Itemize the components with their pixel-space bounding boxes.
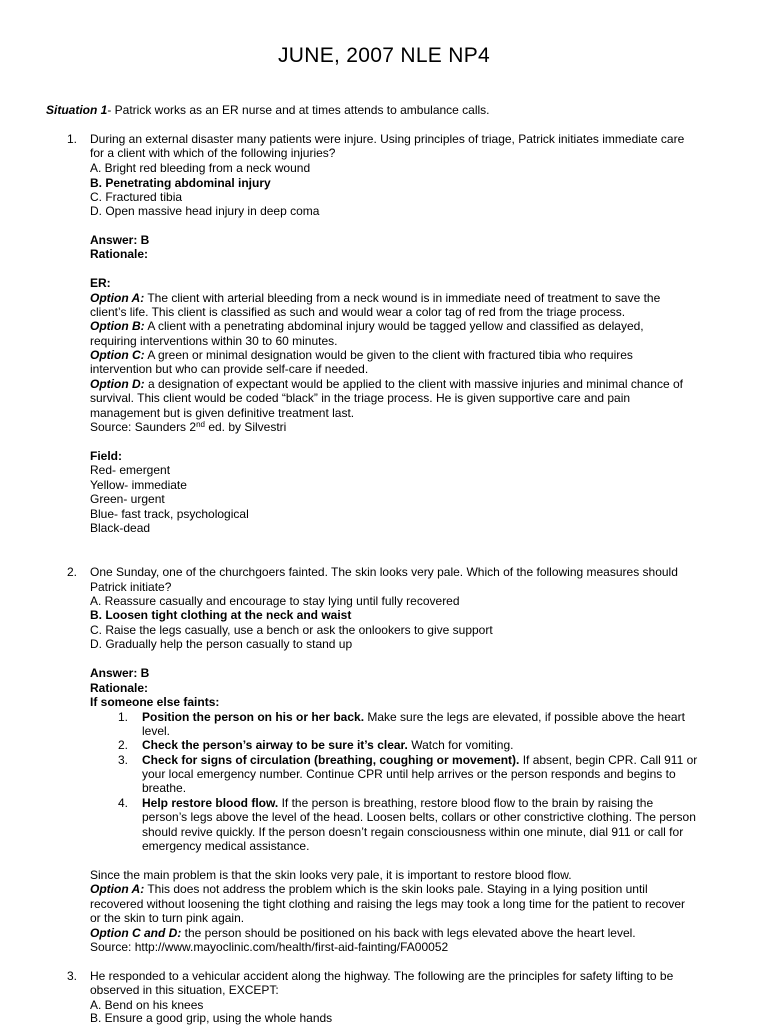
q2-option-a-label: Option A: xyxy=(90,882,145,896)
q2-summary: Since the main problem is that the skin looks very pale, it is important to restore blood flow. xyxy=(90,868,572,882)
q2-step-3-line-3: breathe. xyxy=(142,781,187,795)
q1-option-d: D. Open massive head injury in deep coma xyxy=(90,204,320,218)
q2-option-a-rationale-line-3: or the skin to turn pink again. xyxy=(90,911,245,925)
q2-step-1-line-2: level. xyxy=(142,724,171,738)
q2-step-1-line-1 xyxy=(142,710,685,724)
q2-option-a-rationale-line-2: recovered without loosening the tight clothing and raising the legs may took a long time for the patient to recover xyxy=(90,897,686,911)
q2-option-cd-rationale xyxy=(90,926,636,940)
q1-option-c-label: Option C: xyxy=(90,348,145,362)
q1-field-blue: Blue- fast track, psychological xyxy=(90,507,249,521)
q1-option-a-label: Option A: xyxy=(90,291,145,305)
situation-label: Situation 1 xyxy=(46,103,108,117)
q1-option-b-rationale-line-2: requiring interventions within 30 to 60 minutes. xyxy=(90,334,338,348)
q1-field-red: Red- emergent xyxy=(90,463,171,477)
q1-field-black: Black-dead xyxy=(90,521,151,535)
q2-option-c: C. Raise the legs casually, use a bench or ask the onlookers to give support xyxy=(90,623,493,637)
q2-number: 2. xyxy=(67,565,78,579)
q1-er-heading: ER: xyxy=(90,276,111,290)
q2-step-1-number: 1. xyxy=(118,710,129,724)
q1-option-b: B. Penetrating abdominal injury xyxy=(90,176,271,190)
q1-option-a: A. Bright red bleeding from a neck wound xyxy=(90,161,311,175)
q1-option-b-rationale-line-1 xyxy=(90,319,644,333)
q1-option-a-text: The client with arterial bleeding from a neck wound is in immediate need of treatment to save the xyxy=(144,291,661,305)
document-title: JUNE, 2007 NLE NP4 xyxy=(278,44,490,67)
q2-step-4-number: 4. xyxy=(118,796,129,810)
q1-option-d-text: a designation of expectant would be applied to the client with massive injuries and minimal chance of xyxy=(144,377,683,391)
q2-step-3-line-1 xyxy=(142,753,697,767)
q2-option-cd-text: the person should be positioned on his back with legs elevated above the heart level. xyxy=(181,926,636,940)
q2-step-3-line-2: your local emergency number. Continue CPR until help arrives or the person responds and begins to xyxy=(142,767,676,781)
q1-option-b-label: Option B: xyxy=(90,319,145,333)
q1-option-d-label: Option D: xyxy=(90,377,145,391)
q2-stem-line-2: Patrick initiate? xyxy=(90,580,172,594)
q1-source-edition: ed. by Silvestri xyxy=(204,420,287,434)
q1-option-a-rationale-line-1 xyxy=(90,291,660,305)
q1-option-d-rationale-line-2: survival. This client would be coded “black” in the triage process. He is given supportive care and pain xyxy=(90,391,631,405)
q2-step-4-line-2: person’s legs above the level of the head. Loosen belts, collars or other constrictive clothing. The person xyxy=(142,810,696,824)
q2-step-1-text: Make sure the legs are elevated, if possible above the heart xyxy=(364,710,685,724)
q1-option-c-text: A green or minimal designation would be given to the client with fractured tibia who requires xyxy=(144,348,633,362)
q1-source-superscript: nd xyxy=(196,420,205,429)
q2-step-3-number: 3. xyxy=(118,753,129,767)
q2-step-2-text: Watch for vomiting. xyxy=(407,738,514,752)
q2-step-3-bold: Check for signs of circulation (breathing, coughing or movement). xyxy=(142,753,520,767)
q2-step-4-text: If the person is breathing, restore blood flow to the brain by raising the xyxy=(278,796,654,810)
q2-option-a: A. Reassure casually and encourage to stay lying until fully recovered xyxy=(90,594,460,608)
q1-option-c: C. Fractured tibia xyxy=(90,190,183,204)
q1-rationale-heading: Rationale: xyxy=(90,247,149,261)
q3-option-b: B. Ensure a good grip, using the whole hands xyxy=(90,1011,333,1025)
q2-step-2-bold: Check the person’s airway to be sure it’s clear. xyxy=(142,738,408,752)
q2-option-a-rationale-line-1 xyxy=(90,882,648,896)
q1-option-d-rationale-line-1 xyxy=(90,377,683,391)
q1-answer: Answer: B xyxy=(90,233,150,247)
q2-option-b: B. Loosen tight clothing at the neck and waist xyxy=(90,608,352,622)
q1-field-yellow: Yellow- immediate xyxy=(90,478,187,492)
q2-step-1-bold: Position the person on his or her back. xyxy=(142,710,365,724)
situation-text: - Patrick works as an ER nurse and at times attends to ambulance calls. xyxy=(107,103,490,117)
q2-option-a-text: This does not address the problem which is the skin looks pale. Staying in a lying position until xyxy=(144,882,648,896)
q2-step-3-text: If absent, begin CPR. Call 911 or xyxy=(519,753,698,767)
q1-option-b-text: A client with a penetrating abdominal injury would be tagged yellow and classified as delayed, xyxy=(144,319,644,333)
q2-faints-heading: If someone else faints: xyxy=(90,695,220,709)
situation-line xyxy=(46,103,490,117)
q1-option-c-rationale-line-1 xyxy=(90,348,633,362)
q1-field-green: Green- urgent xyxy=(90,492,165,506)
q1-source xyxy=(90,420,286,434)
q2-option-d: D. Gradually help the person casually to stand up xyxy=(90,637,353,651)
q3-stem-line-1: He responded to a vehicular accident along the highway. The following are the principles for safety lifting to be xyxy=(90,969,674,983)
q2-step-2-line-1 xyxy=(142,738,513,752)
q1-number: 1. xyxy=(67,132,78,146)
q1-stem-line-1: During an external disaster many patients were injure. Using principles of triage, Patrick initiates immediate care xyxy=(90,132,685,146)
q2-rationale-heading: Rationale: xyxy=(90,681,149,695)
q1-option-a-rationale-line-2: client’s life. This client is classified as such and would wear a color tag of red from the triage process. xyxy=(90,305,626,319)
q3-option-a: A. Bend on his knees xyxy=(90,998,204,1012)
q2-source: Source: http://www.mayoclinic.com/health/first-aid-fainting/FA00052 xyxy=(90,940,449,954)
q1-field-heading: Field: xyxy=(90,449,122,463)
q2-step-2-number: 2. xyxy=(118,738,129,752)
q1-stem-line-2: for a client with which of the following injuries? xyxy=(90,146,336,160)
q2-step-4-bold: Help restore blood flow. xyxy=(142,796,279,810)
q2-answer: Answer: B xyxy=(90,666,150,680)
q2-stem-line-1: One Sunday, one of the churchgoers fainted. The skin looks very pale. Which of the following measures should xyxy=(90,565,678,579)
q3-number: 3. xyxy=(67,969,78,983)
q2-option-cd-label: Option C and D: xyxy=(90,926,182,940)
q1-option-c-rationale-line-2: intervention but who can provide self-care if needed. xyxy=(90,362,369,376)
q2-step-4-line-1 xyxy=(142,796,653,810)
q1-source-text: Source: Saunders 2 xyxy=(90,420,197,434)
q2-step-4-line-4: emergency medical assistance. xyxy=(142,839,310,853)
q2-step-4-line-3: should revive quickly. If the person doesn’t regain consciousness within one minute, dial 911 or call for xyxy=(142,825,684,839)
q3-stem-line-2: observed in this situation, EXCEPT: xyxy=(90,983,279,997)
q1-option-d-rationale-line-3: management but is given definitive treatment last. xyxy=(90,406,355,420)
